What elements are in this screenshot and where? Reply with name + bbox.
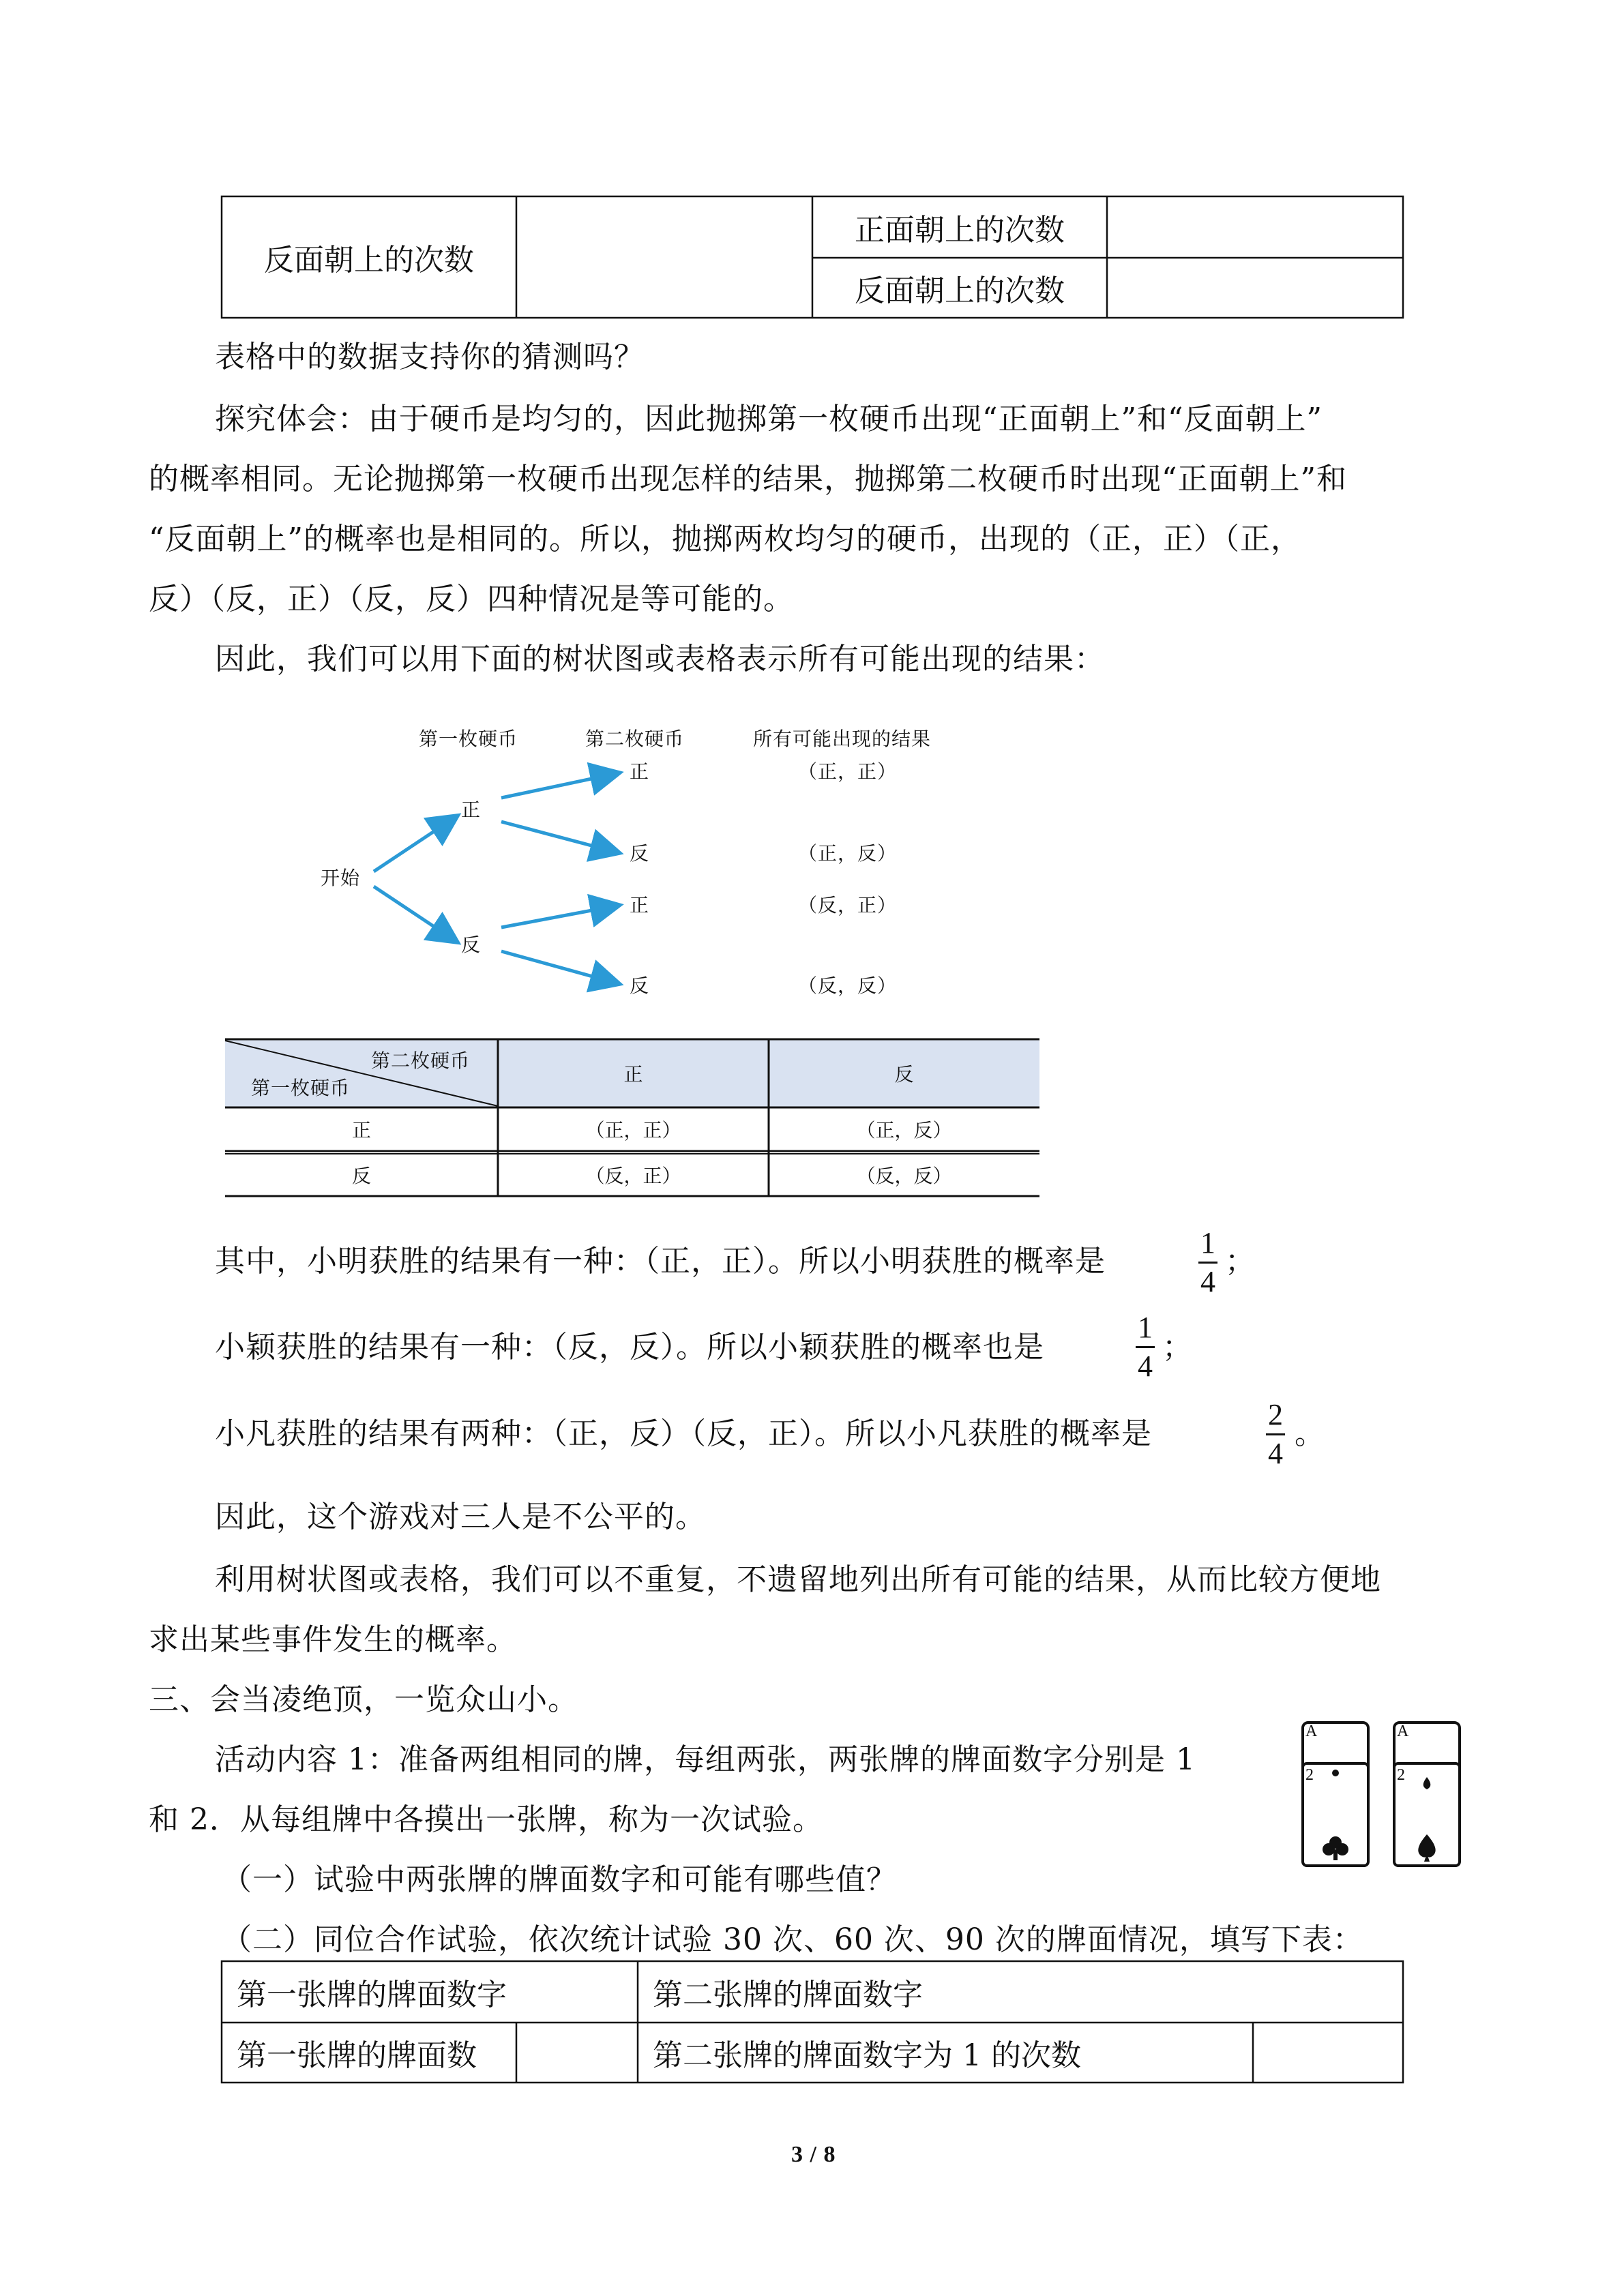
question-1: （一）试验中两张牌的牌面数字和可能有哪些值？ bbox=[222, 1862, 897, 1897]
tree-result-2: （正，反） bbox=[798, 842, 898, 865]
paragraph-explore-2: 的概率相同。无论抛掷第一枚硬币出现怎样的结果，抛掷第二枚硬币时出现“正面朝上”和 bbox=[149, 462, 1347, 496]
paragraph-support-question: 表格中的数据支持你的猜测吗？ bbox=[215, 340, 645, 374]
tree-second-3: 正 bbox=[630, 894, 650, 916]
grid-col-1: 正 bbox=[623, 1063, 643, 1086]
grid-diag-bottom: 第一枚硬币 bbox=[251, 1077, 351, 1099]
activity1-line1: 活动内容 1：准备两组相同的牌，每组两张，两张牌的牌面数字分别是 1 bbox=[215, 1742, 1196, 1777]
card-2-rank-ace: A bbox=[1397, 1723, 1410, 1740]
tree-second-1: 正 bbox=[630, 760, 650, 783]
paragraph-explore-3: “反面朝上”的概率也是相同的。所以，抛掷两枚均匀的硬币，出现的（正，正）（正， bbox=[149, 522, 1301, 556]
tree-header-second-coin: 第二枚硬币 bbox=[585, 728, 685, 750]
bottom-table-r2c3: 第二张牌的牌面数字为 1 的次数 bbox=[653, 2038, 1081, 2073]
bottom-table-r1c2: 第二张牌的牌面数字 bbox=[653, 1978, 923, 2012]
card-1-rank-two: 2 bbox=[1305, 1766, 1314, 1784]
grid-row-2-c2: （反，反） bbox=[856, 1165, 952, 1187]
top-table-sub-row1: 正面朝上的次数 bbox=[855, 213, 1065, 248]
tree-second-4: 反 bbox=[630, 974, 650, 997]
fraction-xiaofan-num: 2 bbox=[1268, 1398, 1283, 1431]
fraction-xiaoying-num: 1 bbox=[1138, 1311, 1153, 1344]
tree-first-down: 反 bbox=[461, 934, 482, 956]
tree-result-3: （反，正） bbox=[798, 894, 898, 916]
grid-row-1-label: 正 bbox=[351, 1119, 371, 1142]
top-table-row-label: 反面朝上的次数 bbox=[264, 243, 474, 278]
tree-result-4: （反，反） bbox=[798, 974, 898, 997]
bottom-table-r1c1: 第一张牌的牌面数字 bbox=[237, 1978, 507, 2012]
result-xiaoying-end: ； bbox=[1162, 1330, 1193, 1365]
fraction-xiaoming-den: 4 bbox=[1200, 1265, 1215, 1298]
tree-result-1: （正，正） bbox=[798, 760, 898, 783]
result-xiaoming: 其中，小明获胜的结果有一种：（正，正）。所以小明获胜的概率是 bbox=[215, 1244, 1106, 1279]
card-1-rank-ace: A bbox=[1305, 1723, 1318, 1740]
grid-row-2-c1: （反，正） bbox=[585, 1165, 681, 1187]
grid-row-2-label: 反 bbox=[351, 1165, 371, 1187]
top-table-sub-row2: 反面朝上的次数 bbox=[855, 273, 1065, 308]
result-xiaoying: 小颖获胜的结果有一种：（反，反）。所以小颖获胜的概率也是 bbox=[215, 1330, 1044, 1365]
paragraph-explore-4: 反）（反，正）（反，反）四种情况是等可能的。 bbox=[149, 582, 794, 616]
grid-diag-top: 第二枚硬币 bbox=[371, 1049, 471, 1072]
conclusion-unfair: 因此，这个游戏对三人是不公平的。 bbox=[215, 1500, 706, 1534]
paragraph-tree-intro: 因此，我们可以用下面的树状图或表格表示所有可能出现的结果： bbox=[215, 642, 1105, 676]
fraction-xiaoming-num: 1 bbox=[1200, 1226, 1215, 1259]
question-2: （二）同位合作试验，依次统计试验 30 次、60 次、90 次的牌面情况，填写下表： bbox=[222, 1922, 1363, 1957]
grid-row-1-c2: （正，反） bbox=[856, 1119, 952, 1142]
tree-second-2: 反 bbox=[630, 842, 650, 865]
tree-header-first-coin: 第一枚硬币 bbox=[419, 728, 518, 750]
paragraph-explore-1: 探究体会：由于硬币是均匀的，因此抛掷第一枚硬币出现“正面朝上”和“反面朝上” bbox=[215, 402, 1323, 436]
section3-heading: 三、会当凌绝顶，一览众山小。 bbox=[149, 1682, 578, 1717]
grid-row-1-c1: （正，正） bbox=[585, 1119, 681, 1142]
tree-first-up: 正 bbox=[461, 799, 482, 821]
result-xiaoming-end: ； bbox=[1225, 1244, 1256, 1279]
result-xiaofan: 小凡获胜的结果有两种：（正，反）（反，正）。所以小凡获胜的概率是 bbox=[215, 1416, 1152, 1451]
conclusion-method-2: 求出某些事件发生的概率。 bbox=[149, 1622, 517, 1657]
conclusion-method-1: 利用树状图或表格，我们可以不重复，不遗留地列出所有可能的结果，从而比较方便地 bbox=[215, 1562, 1381, 1597]
fraction-xiaofan-den: 4 bbox=[1268, 1437, 1283, 1470]
grid-col-2: 反 bbox=[894, 1063, 914, 1086]
fraction-xiaoying-den: 4 bbox=[1138, 1350, 1153, 1383]
activity1-line2: 和 2．从每组牌中各摸出一张牌，称为一次试验。 bbox=[149, 1802, 823, 1837]
result-xiaofan-end: 。 bbox=[1295, 1416, 1325, 1451]
bottom-table-r2c1: 第一张牌的牌面数 bbox=[237, 2038, 477, 2073]
card-2-rank-two: 2 bbox=[1397, 1766, 1406, 1784]
tree-start-label: 开始 bbox=[321, 867, 361, 889]
page-number: 3 / 8 bbox=[791, 2142, 836, 2167]
tree-header-results: 所有可能出现的结果 bbox=[753, 728, 932, 750]
